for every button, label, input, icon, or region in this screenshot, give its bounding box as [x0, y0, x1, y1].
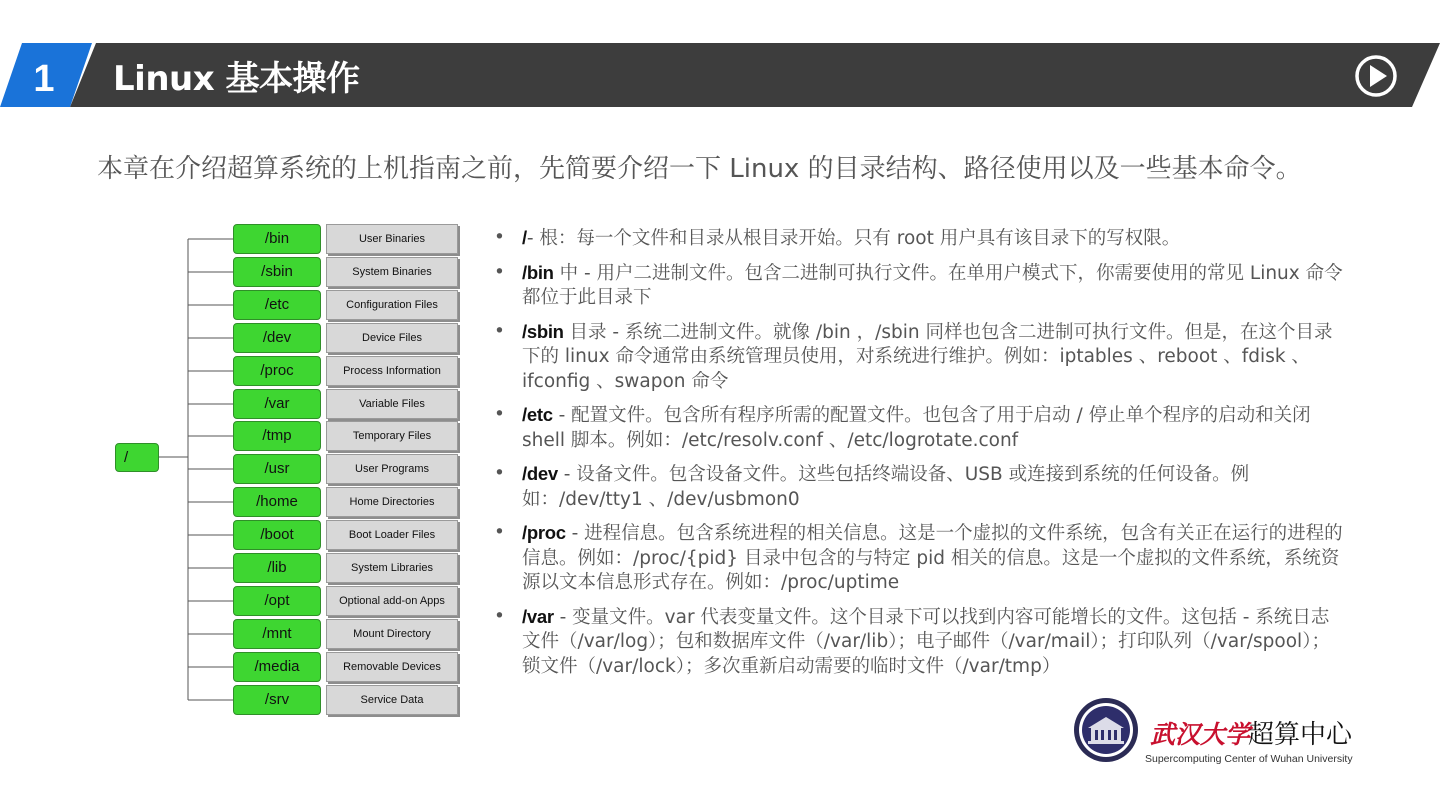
list-item-term: /proc	[522, 522, 566, 543]
tree-dir-description: Removable Devices	[326, 652, 458, 682]
directory-tree-diagram	[0, 0, 480, 810]
list-item	[494, 521, 1344, 596]
intro-text: 本章在介绍超算系统的上机指南之前，先简要介绍一下 Linux 的目录结构、路径使用以及一些基本命令。	[97, 154, 1302, 184]
list-item-text: 目录 - 系统二进制文件。就像 /bin ，/sbin 同样也包含二进制可执行文件。但是，在这个目录下的 linux 命令通常由系统管理员使用，对系统进行维护。例如：iptables 、reboot 、fdisk 、ifconfig 、swapon 命令	[522, 321, 1333, 392]
tree-dir-description: Service Data	[326, 685, 458, 715]
tree-dir-node: /mnt	[233, 619, 321, 649]
list-item-term: /var	[522, 605, 554, 627]
list-item-term: /etc	[522, 404, 553, 425]
tree-dir-node: /var	[233, 389, 321, 419]
tree-dir-node: /media	[233, 652, 321, 682]
list-item	[494, 403, 1344, 453]
list-item	[494, 226, 1344, 252]
play-circle-icon[interactable]	[1354, 54, 1398, 98]
tree-dir-description: Configuration Files	[326, 290, 458, 320]
page-title: Linux 基本操作	[113, 59, 360, 99]
tree-dir-node: /srv	[233, 685, 321, 715]
tree-dir-node: /usr	[233, 454, 321, 484]
tree-dir-node: /dev	[233, 323, 321, 353]
tree-dir-description: Device Files	[326, 323, 458, 353]
tree-dir-description: Temporary Files	[326, 421, 458, 451]
section-number: 1	[33, 58, 55, 100]
logo-center-english: Supercomputing Center of Wuhan University	[1145, 753, 1353, 765]
tree-dir-description: Variable Files	[326, 389, 458, 419]
list-item	[494, 462, 1344, 512]
tree-dir-node: /tmp	[233, 421, 321, 451]
list-item-term: /dev	[522, 463, 558, 484]
tree-dir-description: User Binaries	[326, 224, 458, 254]
list-item-text: - 变量文件。var 代表变量文件。这个目录下可以找到内容可能增长的文件。这包括 - 系统日志文件（/var/log）；包和数据库文件（/var/lib）；电子邮件（/var/mail）；打印队列（/var/spool）；锁文件（/var/lock）；多次重新启动需要的临时文件（/var/tmp）	[522, 606, 1330, 677]
list-item-text: 中 - 用户二进制文件。包含二进制可执行文件。在单用户模式下，你需要使用的常见 Linux 命令都位于此目录下	[522, 262, 1343, 308]
tree-dir-node: /proc	[233, 356, 321, 386]
tree-dir-node: /boot	[233, 520, 321, 550]
university-emblem-icon	[1073, 697, 1139, 763]
tree-dir-description: System Libraries	[326, 553, 458, 583]
directory-description-list	[494, 226, 1344, 688]
tree-dir-description: User Programs	[326, 454, 458, 484]
tree-dir-description: Home Directories	[326, 487, 458, 517]
list-item-text: - 进程信息。包含系统进程的相关信息。这是一个虚拟的文件系统，包含有关正在运行的进程的信息。例如：/proc/{pid} 目录中包含的与特定 pid 相关的信息。这是一个虚拟的文件系统，系统资源以文本信息形式存在。例如：/proc/uptime	[522, 523, 1343, 593]
logo-center-name: 超算中心	[1248, 720, 1353, 750]
list-item-text: - 配置文件。包含所有程序所需的配置文件。也包含了用于启动 / 停止单个程序的启动和关闭 shell 脚本。例如：/etc/resolv.conf 、/etc/logrotate.conf	[522, 405, 1311, 451]
logo-school-name: 武汉大学	[1150, 720, 1251, 749]
list-item	[494, 261, 1344, 311]
list-item-term: /sbin	[522, 320, 564, 342]
tree-dir-description: Optional add-on Apps	[326, 586, 458, 616]
tree-dir-node: /lib	[233, 553, 321, 583]
tree-dir-node: /sbin	[233, 257, 321, 287]
tree-dir-description: Mount Directory	[326, 619, 458, 649]
tree-dir-node: /opt	[233, 586, 321, 616]
tree-dir-description: Process Information	[326, 356, 458, 386]
list-item	[494, 320, 1344, 395]
list-item-term: /	[522, 227, 527, 248]
list-item-text: - 根：每一个文件和目录从根目录开始。只有 root 用户具有该目录下的写权限。	[526, 228, 1181, 249]
tree-dir-node: /etc	[233, 290, 321, 320]
tree-dir-description: System Binaries	[326, 257, 458, 287]
list-item-term: /bin	[522, 261, 554, 283]
tree-dir-node: /bin	[233, 224, 321, 254]
list-item	[494, 605, 1344, 680]
tree-root-node: /	[115, 443, 159, 472]
tree-dir-node: /home	[233, 487, 321, 517]
tree-dir-description: Boot Loader Files	[326, 520, 458, 550]
list-item-text: - 设备文件。包含设备文件。这些包括终端设备、USB 或连接到系统的任何设备。例如：/dev/tty1 、/dev/usbmon0	[522, 464, 1250, 510]
